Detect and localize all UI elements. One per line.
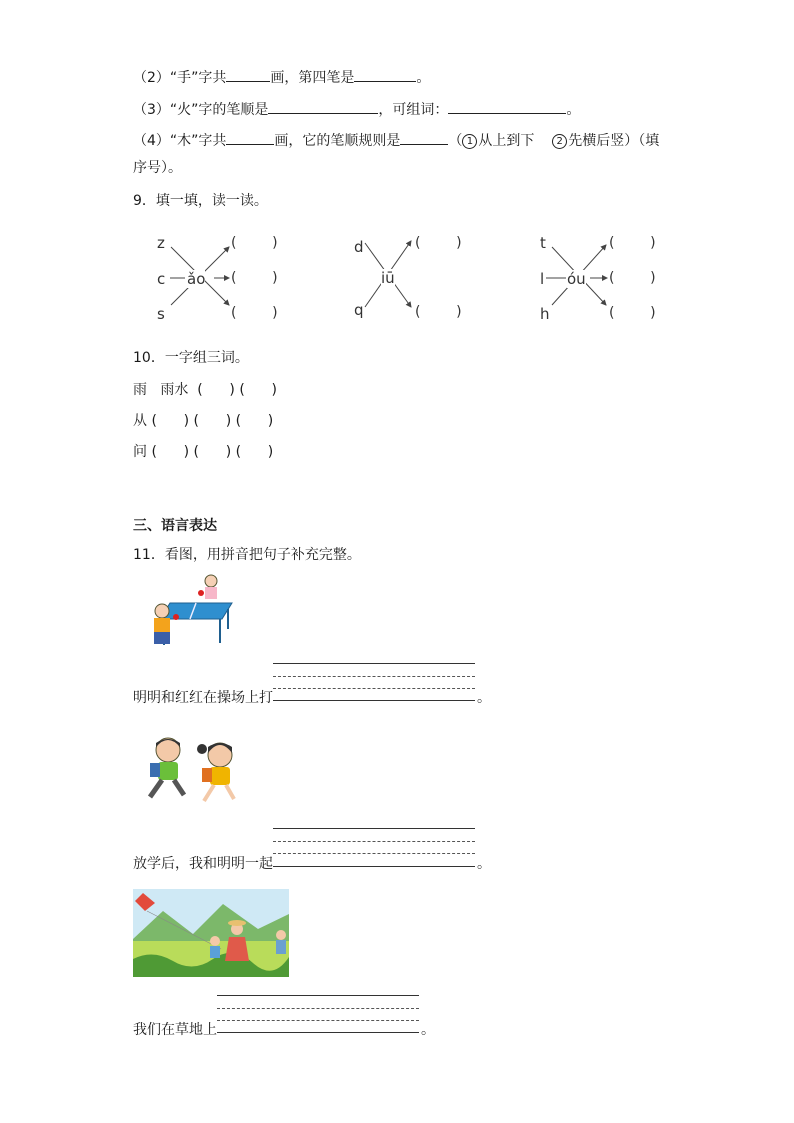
sentence-text: 我们在草地上 xyxy=(133,1022,217,1038)
writing-line[interactable] xyxy=(273,676,475,677)
initial-t: t xyxy=(540,234,546,252)
section-heading: 三、语言表达 xyxy=(133,518,217,534)
initial-h: h xyxy=(540,305,550,323)
q11-sentence-2 xyxy=(133,855,491,873)
initial-d: d xyxy=(354,238,364,256)
q10-row-1 xyxy=(133,381,277,399)
q8-item-4-text-b: 画，它的笔顺规则是 xyxy=(274,133,401,149)
answer-paren[interactable]: ( ) xyxy=(415,304,462,320)
final-ou: óu xyxy=(567,270,586,288)
period: 。 xyxy=(477,690,491,706)
row-char: 从 xyxy=(133,413,147,429)
q8-item-3-text-b: ，可组词： xyxy=(378,102,449,118)
answer-parens[interactable]: ( ) ( ) xyxy=(197,382,277,398)
writing-line[interactable] xyxy=(273,663,475,664)
given-word: 雨水 xyxy=(160,382,189,398)
answer-parens[interactable]: ( ) ( ) ( ) xyxy=(151,444,274,460)
running-children-illustration xyxy=(136,735,244,810)
period: 。 xyxy=(421,1022,435,1038)
q8-item-4 xyxy=(133,130,659,150)
q9-pinyin-diagram xyxy=(0,225,794,335)
row-char: 雨 xyxy=(133,382,147,398)
q11-sentence-3 xyxy=(133,1021,435,1039)
writing-line[interactable] xyxy=(273,853,475,854)
answer-blank[interactable] xyxy=(226,67,270,82)
q11-sentence-1 xyxy=(133,689,491,707)
answer-blank[interactable] xyxy=(226,130,274,145)
q8-item-4-continued: 序号）。 xyxy=(133,160,182,176)
circled-number-1: 1 xyxy=(462,134,477,149)
initial-z: z xyxy=(157,234,165,252)
answer-paren[interactable]: ( ) xyxy=(609,270,656,286)
table-tennis-illustration xyxy=(140,573,236,651)
writing-line[interactable] xyxy=(217,995,419,996)
row-char: 问 xyxy=(133,444,147,460)
q11-title: 11．看图，用拼音把句子补充完整。 xyxy=(133,547,361,563)
answer-paren[interactable]: ( ) xyxy=(231,270,278,286)
q8-item-2-text-a: （2）“手”字共 xyxy=(133,70,227,86)
initial-s: s xyxy=(157,305,165,323)
initial-c: c xyxy=(157,270,166,288)
initial-l: l xyxy=(540,270,545,288)
writing-line[interactable] xyxy=(273,828,475,829)
q8-item-2-text-b: 画，第四笔是 xyxy=(270,70,355,86)
answer-paren[interactable]: ( ) xyxy=(231,235,278,251)
answer-parens[interactable]: ( ) ( ) ( ) xyxy=(151,413,274,429)
sentence-text: 放学后，我和明明一起 xyxy=(133,856,273,872)
option-1-text: 从上到下 xyxy=(478,133,535,149)
q10-row-3 xyxy=(133,443,273,461)
initial-q: q xyxy=(354,301,364,319)
q10-row-2 xyxy=(133,412,273,430)
q9-title: 9．填一填，读一读。 xyxy=(133,193,268,209)
circled-number-2: 2 xyxy=(552,134,567,149)
sentence-text: 明明和红红在操场上打 xyxy=(133,690,273,706)
answer-blank[interactable] xyxy=(268,99,378,114)
q8-item-2 xyxy=(133,67,430,87)
period: 。 xyxy=(566,102,581,118)
q8-item-4-text-a: （4）“木”字共 xyxy=(133,133,227,149)
q10-title: 10．一字组三词。 xyxy=(133,350,249,366)
q8-item-3-text-a: （3）“火”字的笔顺是 xyxy=(133,102,269,118)
answer-blank[interactable] xyxy=(400,130,448,145)
q8-item-3 xyxy=(133,99,580,119)
answer-paren[interactable]: ( ) xyxy=(415,235,462,251)
answer-blank[interactable] xyxy=(448,99,566,114)
final-ao: ǎo xyxy=(187,270,206,288)
writing-line[interactable] xyxy=(273,841,475,842)
writing-line[interactable] xyxy=(217,1008,419,1009)
period: 。 xyxy=(477,856,491,872)
kite-meadow-illustration xyxy=(133,889,289,977)
option-2-text: 先横后竖）（填 xyxy=(568,133,660,149)
open-paren: （ xyxy=(448,133,463,149)
period: 。 xyxy=(416,70,431,86)
final-iu: iū xyxy=(381,269,395,287)
answer-blank[interactable] xyxy=(354,67,416,82)
answer-paren[interactable]: ( ) xyxy=(609,305,656,321)
answer-paren[interactable]: ( ) xyxy=(609,235,656,251)
answer-paren[interactable]: ( ) xyxy=(231,305,278,321)
